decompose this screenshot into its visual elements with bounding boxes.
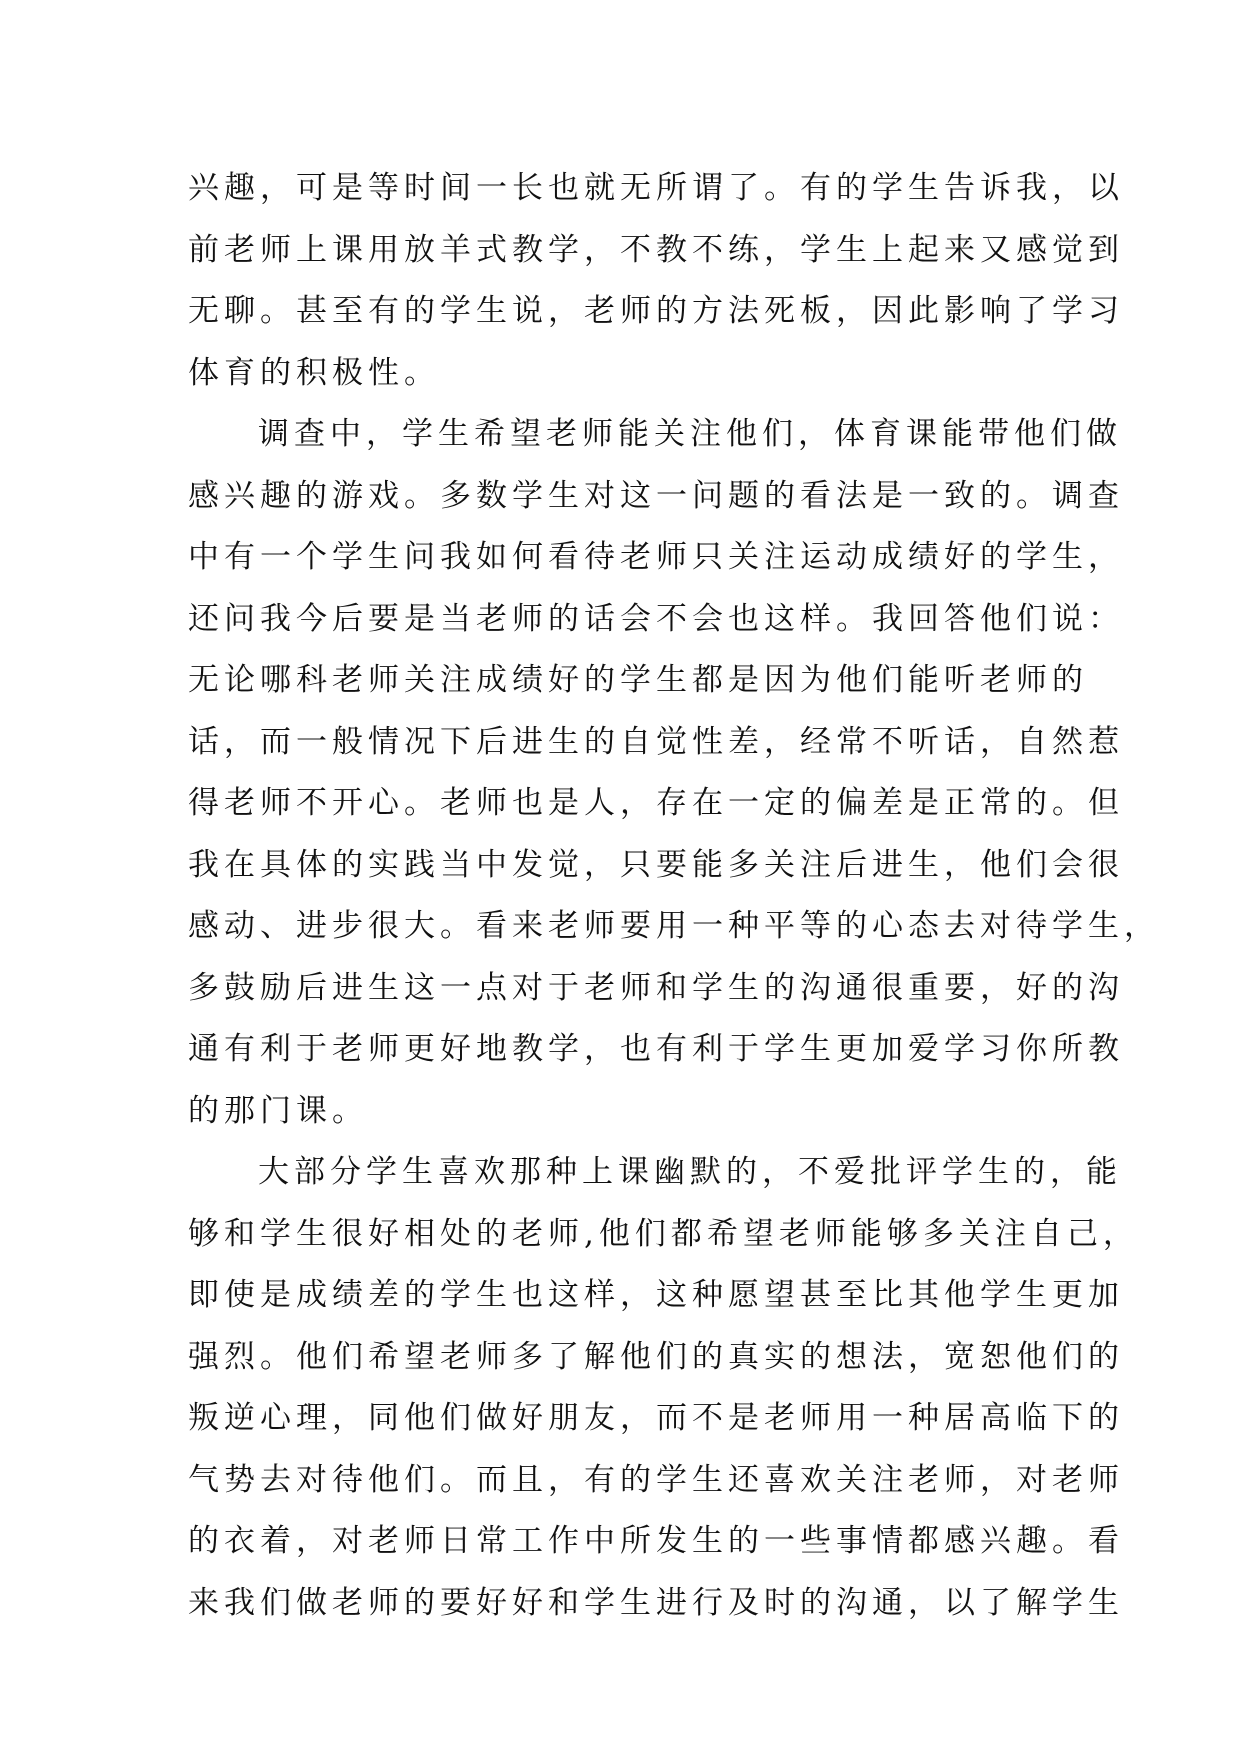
text-line: 强烈。他们希望老师多了解他们的真实的想法，宽恕他们的 (188, 1338, 1124, 1375)
paragraph-3 (188, 1142, 1139, 1634)
text-line: 无聊。甚至有的学生说，老师的方法死板，因此影响了学习 (188, 293, 1124, 329)
text-line: 感动、进步很大。看来老师要用一种平等的心态去对待学生， (188, 908, 1160, 944)
text-line: 前老师上课用放羊式教学，不教不练，学生上起来又感觉到 (188, 231, 1124, 268)
text-line: 多鼓励后进生这一点对于老师和学生的沟通很重要，好的沟 (188, 969, 1124, 1006)
text-line: 中有一个学生问我如何看待老师只关注运动成绩好的学生， (188, 539, 1124, 575)
paragraph-1 (188, 158, 1124, 404)
text-line: 还问我今后要是当老师的话会不会也这样。我回答他们说： (188, 600, 1124, 637)
text-line: 调查中，学生希望老师能关注他们，体育课能带他们做 (258, 416, 1122, 452)
text-line: 话，而一般情况下后进生的自觉性差，经常不听话，自然惹 (188, 723, 1124, 760)
text-line: 来我们做老师的要好好和学生进行及时的沟通，以了解学生 (188, 1584, 1124, 1621)
text-line: 兴趣，可是等时间一长也就无所谓了。有的学生告诉我，以 (188, 170, 1124, 206)
text-line: 叛逆心理，同他们做好朋友，而不是老师用一种居高临下的 (188, 1400, 1124, 1436)
text-line: 感兴趣的游戏。多数学生对这一问题的看法是一致的。调查 (188, 477, 1124, 514)
text-line: 通有利于老师更好地教学，也有利于学生更加爱学习你所教 (188, 1031, 1124, 1067)
paragraph-2 (188, 404, 1160, 1142)
text-line: 的那门课。 (188, 1092, 368, 1129)
text-line: 够和学生很好相处的老师,他们都希望老师能够多关注自己， (188, 1215, 1139, 1252)
text-line: 得老师不开心。老师也是人，存在一定的偏差是正常的。但 (188, 785, 1124, 821)
text-line: 大部分学生喜欢那种上课幽默的，不爱批评学生的，能 (258, 1154, 1122, 1190)
text-line: 无论哪科老师关注成绩好的学生都是因为他们能听老师的 (188, 662, 1088, 698)
text-line: 的衣着，对老师日常工作中所发生的一些事情都感兴趣。看 (188, 1523, 1124, 1559)
text-line: 即使是成绩差的学生也这样，这种愿望甚至比其他学生更加 (188, 1277, 1124, 1313)
body-text (188, 158, 1160, 1634)
text-line: 气势去对待他们。而且，有的学生还喜欢关注老师，对老师 (188, 1461, 1124, 1498)
text-line: 体育的积极性。 (188, 354, 440, 391)
text-line: 我在具体的实践当中发觉，只要能多关注后进生，他们会很 (188, 846, 1124, 883)
